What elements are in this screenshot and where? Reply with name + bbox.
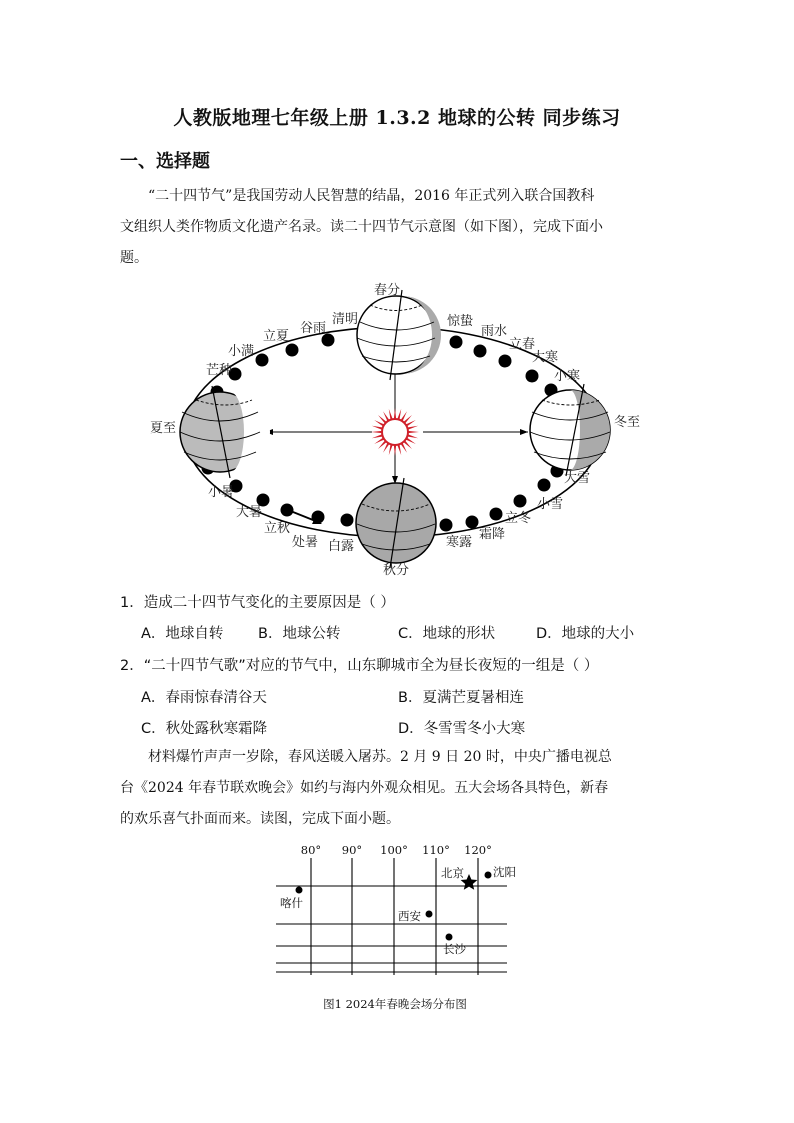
- orbit-term-dot: [499, 355, 512, 368]
- globe-qiufen: [356, 478, 436, 568]
- term-xiaoman: 小满: [228, 344, 255, 359]
- term-bailu: 白露: [328, 539, 355, 554]
- orbit-term-dot: [514, 495, 527, 508]
- intro1-line1: “二十四节气”是我国劳动人民智慧的结晶，2016 年正式列入联合国教科: [148, 188, 595, 204]
- globe-chunfen: [357, 290, 441, 380]
- intro1-line2: 文组织人类作物质文化遗产名录。读二十四节气示意图（如下图），完成下面小: [120, 219, 603, 235]
- lon-80: 80°: [300, 843, 322, 857]
- city-dot-changsha: [446, 934, 453, 941]
- page-title: 人教版地理七年级上册 1.3.2 地球的公转 同步练习: [173, 107, 621, 129]
- section-heading: 一、选择题: [120, 151, 210, 172]
- term-xiazhi: 夏至: [150, 421, 177, 436]
- q1-option-d[interactable]: D．地球的大小: [536, 626, 635, 642]
- term-liqiu: 立秋: [264, 521, 291, 536]
- orbit-term-dot: [281, 504, 294, 517]
- term-chunfen: 春分: [374, 283, 401, 298]
- city-dot-kashgar: [296, 887, 303, 894]
- orbit-term-dot: [286, 344, 299, 357]
- term-jingzhe: 惊蛰: [447, 314, 474, 329]
- q1-option-a[interactable]: A．地球自转: [141, 626, 224, 642]
- city-dot-xian: [426, 911, 433, 918]
- term-qingming: 清明: [332, 312, 359, 327]
- question-1-stem: 1．造成二十四节气变化的主要原因是（ ）: [120, 595, 395, 611]
- sun-ray: [394, 445, 396, 456]
- term-shuangjiang: 霜降: [479, 527, 506, 542]
- orbit-term-dot: [490, 508, 503, 521]
- map-caption: 图1 2024年春晚会场分布图: [323, 997, 467, 1011]
- orbit-term-dot: [450, 336, 463, 349]
- orbit-term-dot: [341, 514, 354, 527]
- sun-ray: [371, 431, 382, 433]
- sun-ray: [408, 431, 419, 433]
- city-dot-shenyang: [485, 872, 492, 879]
- sun-ray: [397, 444, 401, 455]
- term-mangzhong: 芒种: [206, 363, 233, 378]
- q1-option-b[interactable]: B．地球公转: [258, 626, 341, 642]
- intro2-line2: 台《2024 年春节联欢晚会》如约与海内外观众相见。五大会场各具特色，新春: [120, 780, 609, 796]
- term-dahan: 大寒: [532, 350, 559, 365]
- term-lidong: 立冬: [505, 511, 532, 526]
- city-shenyang: 沈阳: [493, 865, 516, 879]
- intro2-line1: 材料爆竹声声一岁除，春风送暖入屠苏。2 月 9 日 20 时，中央广播电视总: [148, 749, 612, 765]
- lon-110: 110°: [422, 843, 450, 857]
- sun-ray: [394, 408, 396, 419]
- term-qiufen: 秋分: [382, 563, 410, 578]
- term-xiaohan: 小寒: [554, 369, 581, 384]
- q2-option-d[interactable]: D．冬雪雪冬小大寒: [398, 721, 526, 737]
- q2-option-c[interactable]: C．秋处露秋寒霜降: [141, 721, 268, 737]
- city-kashgar: 喀什: [280, 896, 303, 910]
- orbit-term-dot: [526, 370, 539, 383]
- term-yushui: 雨水: [481, 324, 508, 339]
- lon-90: 90°: [341, 843, 363, 857]
- term-lichun: 立春: [509, 337, 536, 352]
- sun-icon: [371, 408, 419, 456]
- sun-ray: [397, 409, 401, 420]
- term-lixia: 立夏: [263, 329, 290, 344]
- orbit-term-dot: [474, 345, 487, 358]
- orbit-term-dot: [256, 354, 269, 367]
- term-guyu: 谷雨: [300, 321, 327, 336]
- term-hanlu: 寒露: [446, 535, 473, 550]
- orbit-term-dot: [440, 519, 453, 532]
- term-chushu: 处暑: [292, 535, 319, 550]
- q2-option-b[interactable]: B．夏满芒夏暑相连: [398, 690, 524, 706]
- sun-ray: [389, 409, 393, 420]
- intro-paragraph-2: [120, 742, 676, 835]
- sun-ray: [372, 434, 383, 438]
- intro-paragraph-1: [120, 181, 676, 274]
- lon-120: 120°: [464, 843, 492, 857]
- q1-option-c[interactable]: C．地球的形状: [398, 626, 496, 642]
- sun-ray: [407, 426, 418, 430]
- lon-100: 100°: [380, 843, 408, 857]
- intro2-line3: 的欢乐喜气扑面而来。读图，完成下面小题。: [120, 811, 400, 827]
- orbit-term-dot: [538, 479, 551, 492]
- gala-venue-map: [270, 838, 520, 1018]
- orbit-term-dot: [466, 516, 479, 529]
- sun-ray: [372, 426, 383, 430]
- city-changsha: 长沙: [443, 942, 466, 956]
- question-2-stem: 2．“二十四节气歌”对应的节气中，山东聊城市全为昼长夜短的一组是（ ）: [120, 658, 599, 674]
- term-xiaoshu: 小暑: [208, 485, 235, 500]
- sun-ray: [407, 434, 418, 438]
- term-dashu: 大暑: [236, 505, 263, 520]
- globe-dongzhi: [530, 384, 610, 476]
- globe-xiazhi: [180, 386, 270, 478]
- term-dongzhi: 冬至: [614, 415, 641, 430]
- intro1-line3: 题。: [120, 250, 148, 266]
- sun-ray: [389, 444, 393, 455]
- term-daxue: 大雪: [564, 471, 591, 486]
- city-beijing: 北京: [441, 866, 464, 880]
- q2-option-a[interactable]: A．春雨惊春清谷天: [141, 690, 267, 706]
- term-xiaoxue: 小雪: [537, 497, 564, 512]
- city-xian: 西安: [398, 909, 421, 923]
- solar-terms-diagram: [140, 272, 660, 584]
